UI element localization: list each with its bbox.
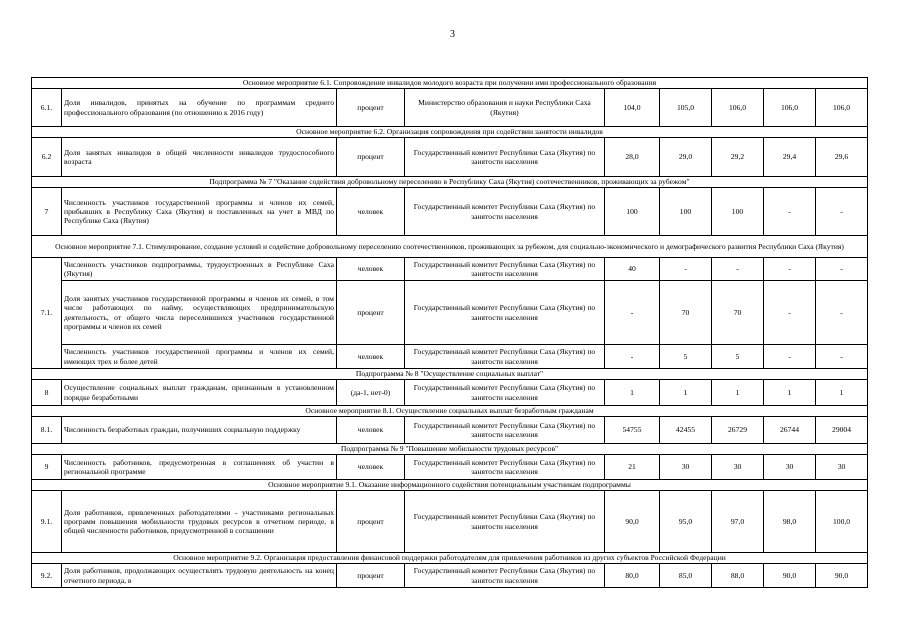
value-cell: 70 bbox=[712, 281, 764, 345]
executor-cell: Государственный комитет Республики Саха (Якутия) по занятости населения bbox=[405, 417, 605, 444]
row-number: 9.1. bbox=[32, 491, 62, 553]
value-cell: - bbox=[764, 281, 816, 345]
indicator-name: Численность участников подпрограммы, трудоустроенных в Республике Саха (Якутия) bbox=[62, 258, 337, 281]
executor-cell: Государственный комитет Республики Саха (Якутия) по занятости населения bbox=[405, 491, 605, 553]
executor-cell: Государственный комитет Республики Саха (Якутия) по занятости населения bbox=[405, 258, 605, 281]
value-cell: 100,0 bbox=[816, 491, 868, 553]
indicator-name: Численность работников, предусмотренная в соглашениях об участии в региональной программе bbox=[62, 455, 337, 480]
value-cell: 88,0 bbox=[712, 564, 764, 588]
table-row bbox=[32, 564, 868, 588]
section-header: Основное мероприятие 6.2. Организация сопровождения при содействии занятости инвалидов bbox=[32, 127, 868, 138]
section-header-row bbox=[32, 444, 868, 455]
value-cell: 106,0 bbox=[712, 89, 764, 127]
value-cell: 100 bbox=[712, 188, 764, 236]
value-cell: 40 bbox=[605, 258, 660, 281]
value-cell: 1 bbox=[712, 380, 764, 406]
value-cell: - bbox=[712, 258, 764, 281]
value-cell: 29,6 bbox=[816, 138, 868, 177]
value-cell: - bbox=[816, 188, 868, 236]
value-cell: - bbox=[816, 345, 868, 369]
value-cell: 1 bbox=[605, 380, 660, 406]
value-cell: 1 bbox=[660, 380, 712, 406]
value-cell: 80,0 bbox=[605, 564, 660, 588]
unit-cell: процент bbox=[337, 564, 405, 588]
indicator-name: Доля работников, привлеченных работодателями - участниками региональных программ повышения мобильности трудовых ресурсов в отчетном периоде, в общей численности работников, предусмотренной в соглашении bbox=[62, 491, 337, 553]
value-cell: - bbox=[605, 345, 660, 369]
value-cell: 29,4 bbox=[764, 138, 816, 177]
section-header-row bbox=[32, 553, 868, 564]
page-number: 3 bbox=[450, 29, 455, 40]
section-header: Подпрограмма № 8 "Осуществление социальных выплат" bbox=[32, 369, 868, 380]
value-cell: 30 bbox=[660, 455, 712, 480]
row-number: 9.2. bbox=[32, 564, 62, 588]
row-number: 8 bbox=[32, 380, 62, 406]
value-cell: 97,0 bbox=[712, 491, 764, 553]
value-cell: - bbox=[764, 188, 816, 236]
section-header: Основное мероприятие 6.1. Сопровождение инвалидов молодого возраста при получении ими профессионального образования bbox=[32, 78, 868, 89]
indicator-name: Доля занятых участников государственной программы и членов их семей, в том числе работающих по найму, осуществляющих предпринимательскую деятельность, от общего числа переселившихся участников государственной программы и членов их семей bbox=[62, 281, 337, 345]
value-cell: 90,0 bbox=[605, 491, 660, 553]
executor-cell: Государственный комитет Республики Саха (Якутия) по занятости населения bbox=[405, 281, 605, 345]
value-cell: 100 bbox=[605, 188, 660, 236]
table-row bbox=[32, 417, 868, 444]
value-cell: 29004 bbox=[816, 417, 868, 444]
executor-cell: Государственный комитет Республики Саха (Якутия) по занятости населения bbox=[405, 345, 605, 369]
executor-cell: Государственный комитет Республики Саха (Якутия) по занятости населения bbox=[405, 138, 605, 177]
executor-cell: Министерство образования и науки Республики Саха (Якутия) bbox=[405, 89, 605, 127]
section-header: Подпрограмма № 7 "Оказание содействия добровольному переселению в Республику Саха (Якутия) соотечественников, проживающих за рубежом" bbox=[32, 177, 868, 188]
value-cell: - bbox=[660, 258, 712, 281]
value-cell: 26744 bbox=[764, 417, 816, 444]
value-cell: 95,0 bbox=[660, 491, 712, 553]
value-cell: - bbox=[764, 258, 816, 281]
section-header-row bbox=[32, 236, 868, 258]
value-cell: 106,0 bbox=[764, 89, 816, 127]
row-number: 6.2 bbox=[32, 138, 62, 177]
value-cell: 104,0 bbox=[605, 89, 660, 127]
unit-cell: процент bbox=[337, 138, 405, 177]
value-cell: 1 bbox=[764, 380, 816, 406]
unit-cell: процент bbox=[337, 281, 405, 345]
section-header: Подпрограмма № 9 "Повышение мобильности трудовых ресурсов" bbox=[32, 444, 868, 455]
section-header-row bbox=[32, 177, 868, 188]
row-number: 7 bbox=[32, 188, 62, 236]
row-number: 6.1. bbox=[32, 89, 62, 127]
indicator-name: Осуществление социальных выплат гражданам, признанным в установленном порядке безработными bbox=[62, 380, 337, 406]
unit-cell: человек bbox=[337, 455, 405, 480]
executor-cell: Государственный комитет Республики Саха (Якутия) по занятости населения bbox=[405, 188, 605, 236]
table-row bbox=[32, 345, 868, 369]
value-cell: 90,0 bbox=[816, 564, 868, 588]
table-row bbox=[32, 89, 868, 127]
executor-cell: Государственный комитет Республики Саха (Якутия) по занятости населения bbox=[405, 455, 605, 480]
value-cell: 85,0 bbox=[660, 564, 712, 588]
value-cell: - bbox=[605, 281, 660, 345]
value-cell: 42455 bbox=[660, 417, 712, 444]
value-cell: 5 bbox=[660, 345, 712, 369]
value-cell: 90,0 bbox=[764, 564, 816, 588]
table-row bbox=[32, 491, 868, 553]
unit-cell: (да-1, нет-0) bbox=[337, 380, 405, 406]
value-cell: 98,0 bbox=[764, 491, 816, 553]
row-number: 7.1. bbox=[32, 258, 62, 369]
value-cell: - bbox=[816, 281, 868, 345]
value-cell: 54755 bbox=[605, 417, 660, 444]
value-cell: 106,0 bbox=[816, 89, 868, 127]
section-header-row bbox=[32, 127, 868, 138]
value-cell: 21 bbox=[605, 455, 660, 480]
table-row bbox=[32, 380, 868, 406]
indicator-name: Численность участников государственной программы и членов их семей, имеющих трех и более детей bbox=[62, 345, 337, 369]
section-header: Основное мероприятие 9.2. Организация предоставления финансовой поддержки работодателям для привлечения работников из других субъектов Российской Федерации bbox=[32, 553, 868, 564]
unit-cell: процент bbox=[337, 491, 405, 553]
value-cell: 5 bbox=[712, 345, 764, 369]
section-header: Основное мероприятие 8.1. Осуществление социальных выплат безработным гражданам bbox=[32, 406, 868, 417]
unit-cell: процент bbox=[337, 89, 405, 127]
value-cell: 29,2 bbox=[712, 138, 764, 177]
indicator-name: Доля инвалидов, принятых на обучение по программам среднего профессионального образования (по отношению к 2016 году) bbox=[62, 89, 337, 127]
row-number: 9 bbox=[32, 455, 62, 480]
section-header-row bbox=[32, 78, 868, 89]
unit-cell: человек bbox=[337, 258, 405, 281]
row-number: 8.1. bbox=[32, 417, 62, 444]
unit-cell: человек bbox=[337, 188, 405, 236]
value-cell: 28,0 bbox=[605, 138, 660, 177]
value-cell: 1 bbox=[816, 380, 868, 406]
value-cell: 29,0 bbox=[660, 138, 712, 177]
table-row bbox=[32, 138, 868, 177]
table-row bbox=[32, 281, 868, 345]
indicator-name: Численность участников государственной программы и членов их семей, прибывших в Республику Саха (Якутия) и поставленных на учет в МВД по Республике Саха (Якутия) bbox=[62, 188, 337, 236]
value-cell: 105,0 bbox=[660, 89, 712, 127]
section-header-row bbox=[32, 480, 868, 491]
value-cell: - bbox=[816, 258, 868, 281]
section-header-row bbox=[32, 406, 868, 417]
value-cell: 100 bbox=[660, 188, 712, 236]
executor-cell: Государственный комитет Республики Саха (Якутия) по занятости населения bbox=[405, 564, 605, 588]
value-cell: 30 bbox=[712, 455, 764, 480]
section-header: Основное мероприятие 7.1. Стимулирование, создание условий и содействие добровольному переселению соотечественников, проживающих за рубежом, для социально-экономического и демографического развития Республики Саха (Якутия) bbox=[32, 236, 868, 258]
indicator-name: Доля работников, продолжающих осуществлять трудовую деятельность на конец отчетного периода, в bbox=[62, 564, 337, 588]
table-row bbox=[32, 188, 868, 236]
section-header: Основное мероприятие 9.1. Оказание информационного содействия потенциальным участникам подпрограммы bbox=[32, 480, 868, 491]
unit-cell: человек bbox=[337, 417, 405, 444]
value-cell: 30 bbox=[816, 455, 868, 480]
value-cell: 70 bbox=[660, 281, 712, 345]
unit-cell: человек bbox=[337, 345, 405, 369]
table-row bbox=[32, 455, 868, 480]
indicator-name: Доля занятых инвалидов в общей численности инвалидов трудоспособного возраста bbox=[62, 138, 337, 177]
indicators-table bbox=[31, 77, 868, 588]
table-row bbox=[32, 258, 868, 281]
value-cell: 26729 bbox=[712, 417, 764, 444]
value-cell: - bbox=[764, 345, 816, 369]
section-header-row bbox=[32, 369, 868, 380]
indicator-name: Численность безработных граждан, получивших социальную поддержку bbox=[62, 417, 337, 444]
value-cell: 30 bbox=[764, 455, 816, 480]
executor-cell: Государственный комитет Республики Саха (Якутия) по занятости населения bbox=[405, 380, 605, 406]
